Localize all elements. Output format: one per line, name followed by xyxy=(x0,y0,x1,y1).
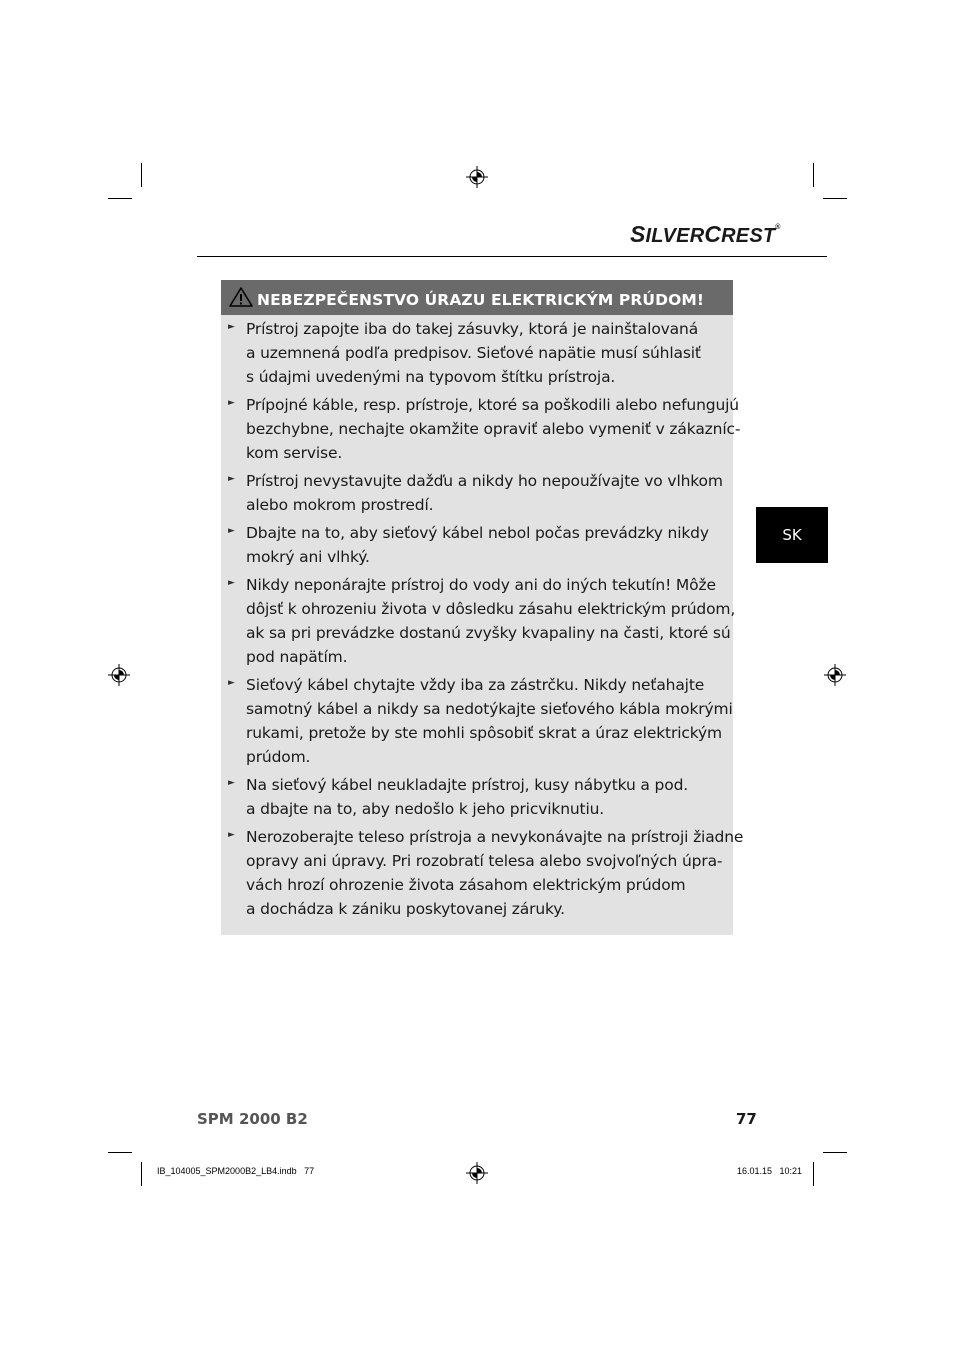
list-item-line: s údajmi uvedenými na typovom štítku prístroja. xyxy=(246,368,616,386)
crop-mark xyxy=(813,1162,814,1186)
bullet-arrow-icon: ► xyxy=(228,578,235,588)
list-item-line: dôjsť k ohrozeniu života v dôsledku zásahu elektrickým prúdom, xyxy=(246,600,736,618)
bullet-arrow-icon: ► xyxy=(228,778,235,788)
list-item-line: Sieťový kábel chytajte vždy iba za zástrčku. Nikdy neťahajte xyxy=(246,676,705,694)
list-item-line: opravy ani úpravy. Pri rozobratí telesa alebo svojvoľných úpra- xyxy=(246,852,723,870)
list-item-line: mokrý ani vlhký. xyxy=(246,548,370,566)
list-item-line: a dochádza k zániku poskytovanej záruky. xyxy=(246,900,565,918)
brand-initial-c: C xyxy=(704,221,722,247)
list-item-line: Prístroj zapojte iba do takej zásuvky, ktorá je nainštalovaná xyxy=(246,320,699,338)
crop-mark xyxy=(813,163,814,187)
bullet-arrow-icon: ► xyxy=(228,474,235,484)
crop-mark xyxy=(823,198,847,199)
bullet-arrow-icon: ► xyxy=(228,526,235,536)
bullet-arrow-icon: ► xyxy=(228,322,235,332)
print-slug-datetime: 16.01.15 10:21 xyxy=(737,1166,803,1176)
print-slug-file: IB_104005_SPM2000B2_LB4.indb 77 xyxy=(157,1166,315,1176)
page-number: 77 xyxy=(736,1110,757,1128)
language-tab-label: SK xyxy=(782,526,802,544)
bullet-arrow-icon: ► xyxy=(228,678,235,688)
list-item-line: a dbajte na to, aby nedošlo k jeho pricviknutiu. xyxy=(246,800,605,818)
list-item xyxy=(228,673,733,769)
list-item-line: Nikdy neponárajte prístroj do vody ani do iných tekutín! Môže xyxy=(246,576,716,594)
brand-logo xyxy=(630,221,781,248)
bullet-arrow-icon: ► xyxy=(228,398,235,408)
warning-triangle-icon xyxy=(228,286,254,308)
crop-mark xyxy=(141,1162,142,1186)
list-item-line: Prístroj nevystavujte dažďu a nikdy ho nepoužívajte vo vlhkom xyxy=(246,472,723,490)
list-item-line: rukami, pretože by ste mohli spôsobiť skrat a úraz elektrickým xyxy=(246,724,722,742)
list-item xyxy=(228,773,728,821)
list-item xyxy=(228,469,728,517)
registration-mark-icon xyxy=(466,1162,488,1184)
brand-text-ilver: ILVER xyxy=(645,225,705,247)
bullet-arrow-icon: ► xyxy=(228,830,235,840)
language-tab xyxy=(756,507,828,563)
brand-text-rest: REST xyxy=(721,225,776,247)
crop-mark xyxy=(108,198,132,199)
list-item-line: vách hrozí ohrozenie života zásahom elektrickým prúdom xyxy=(246,876,686,894)
list-item-line: Na sieťový kábel neukladajte prístroj, kusy nábytku a pod. xyxy=(246,776,689,794)
crop-mark xyxy=(823,1152,847,1153)
list-item xyxy=(228,393,741,465)
list-item-line: Prípojné káble, resp. prístroje, ktoré sa poškodili alebo nefungujú xyxy=(246,396,739,414)
registration-mark-icon xyxy=(466,166,488,188)
warning-title: NEBEZPEČENSTVO ÚRAZU ELEKTRICKÝM PRÚDOM! xyxy=(257,291,705,309)
footer-model: SPM 2000 B2 xyxy=(197,1110,308,1128)
crop-mark xyxy=(141,163,142,187)
registered-mark: ® xyxy=(775,224,781,231)
header-rule xyxy=(197,256,827,257)
list-item-line: Dbajte na to, aby sieťový kábel nebol počas prevádzky nikdy xyxy=(246,524,709,542)
list-item-line: Nerozoberajte teleso prístroja a nevykonávajte na prístroji žiadne xyxy=(246,828,744,846)
warning-header xyxy=(221,280,733,315)
list-item-line: pod napätím. xyxy=(246,648,348,666)
brand-initial-s: S xyxy=(630,221,646,247)
list-item-line: a uzemnená podľa predpisov. Sieťové napätie musí súhlasiť xyxy=(246,344,701,362)
registration-mark-icon xyxy=(824,664,846,686)
list-item xyxy=(228,521,728,569)
list-item-line: ak sa pri prevádzke dostanú zvyšky kvapaliny na časti, ktoré sú xyxy=(246,624,731,642)
list-item-line: bezchybne, nechajte okamžite opraviť alebo vymeniť v zákazníc- xyxy=(246,420,741,438)
list-item-line: samotný kábel a nikdy sa nedotýkajte sieťového kábla mokrými xyxy=(246,700,733,718)
crop-mark xyxy=(108,1152,132,1153)
warning-list xyxy=(228,317,744,925)
registration-mark-icon xyxy=(108,664,130,686)
list-item-line: alebo mokrom prostredí. xyxy=(246,496,434,514)
list-item xyxy=(228,573,736,669)
list-item xyxy=(228,825,744,921)
list-item-line: prúdom. xyxy=(246,748,311,766)
list-item xyxy=(228,317,728,389)
list-item-line: kom servise. xyxy=(246,444,343,462)
